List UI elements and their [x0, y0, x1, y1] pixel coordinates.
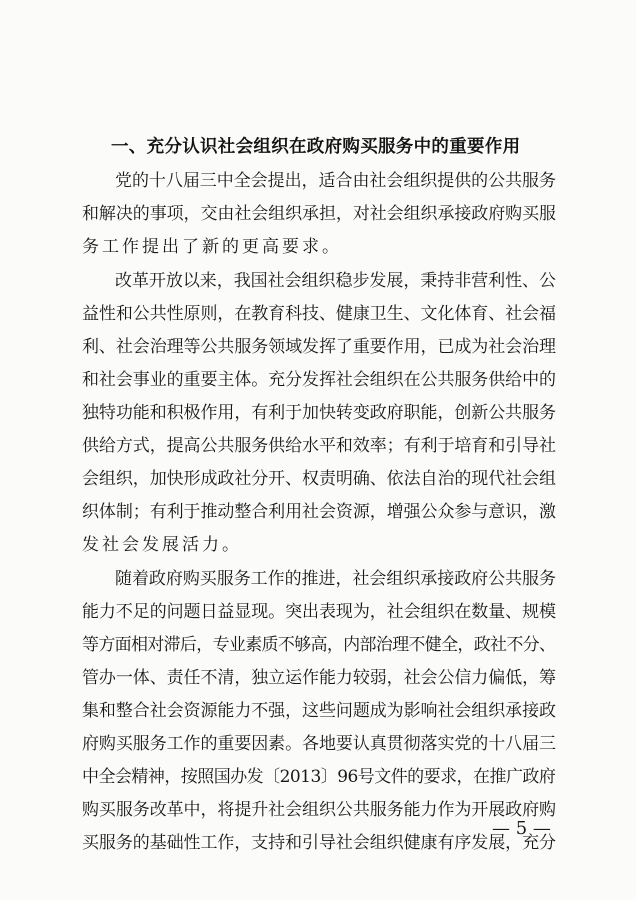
paragraph-2-line-3: 利、社会治理等公共服务领域发挥了重要作用，已成为社会治理 [82, 337, 556, 357]
paragraph-2-line-5: 独特功能和积极作用，有利于加快转变政府职能，创新公共服务 [82, 403, 556, 423]
paragraph-3-line-2: 能力不足的问题日益显现。突出表现为，社会组织在数量、规模 [82, 602, 556, 622]
paragraph-1-line-1: 党的十八届三中全会提出，适合由社会组织提供的公共服务 [115, 171, 556, 191]
section-heading: 一、充分认识社会组织在政府购买服务中的重要作用 [111, 137, 521, 157]
page-number: — 5 — [492, 818, 551, 839]
paragraph-3-line-9: 买服务的基础性工作，支持和引导社会组织健康有序发展，充分 [82, 833, 556, 853]
paragraph-3-line-6: 府购买服务工作的重要因素。各地要认真贯彻落实党的十八届三 [82, 734, 556, 754]
paragraph-2-line-2: 益性和公共性原则，在教育科技、健康卫生、文化体育、社会福 [82, 304, 556, 324]
paragraph-3-line-7: 中全会精神，按照国办发〔2013〕96号文件的要求，在推广政府 [82, 767, 556, 787]
paragraph-3-line-4: 管办一体、责任不清，独立运作能力较弱，社会公信力偏低，筹 [82, 668, 556, 688]
paragraph-3-line-3: 等方面相对滞后，专业素质不够高，内部治理不健全，政社不分、 [82, 635, 556, 655]
paragraph-2-line-9: 发社会发展活力。 [82, 535, 242, 555]
paragraph-1-line-3: 务工作提出了新的更高要求。 [82, 237, 342, 257]
paragraph-3-line-1: 随着政府购买服务工作的推进，社会组织承接政府公共服务 [115, 569, 556, 589]
paragraph-2-line-7: 会组织，加快形成政社分开、权责明确、依法自治的现代社会组 [82, 469, 556, 489]
paragraph-3-line-8: 购买服务改革中，将提升社会组织公共服务能力作为开展政府购 [82, 800, 556, 820]
paragraph-3-line-5: 集和整合社会资源能力不强，这些问题成为影响社会组织承接政 [82, 701, 556, 721]
paragraph-2-line-6: 供给方式，提高公共服务供给水平和效率；有利于培育和引导社 [82, 436, 556, 456]
paragraph-2-line-4: 和社会事业的重要主体。充分发挥社会组织在公共服务供给中的 [82, 370, 556, 390]
paragraph-1-line-2: 和解决的事项，交由社会组织承担，对社会组织承接政府购买服 [82, 204, 556, 224]
paragraph-2-line-1: 改革开放以来，我国社会组织稳步发展，秉持非营利性、公 [115, 271, 556, 291]
paragraph-2-line-8: 织体制；有利于推动整合利用社会资源，增强公众参与意识，激 [82, 502, 556, 522]
